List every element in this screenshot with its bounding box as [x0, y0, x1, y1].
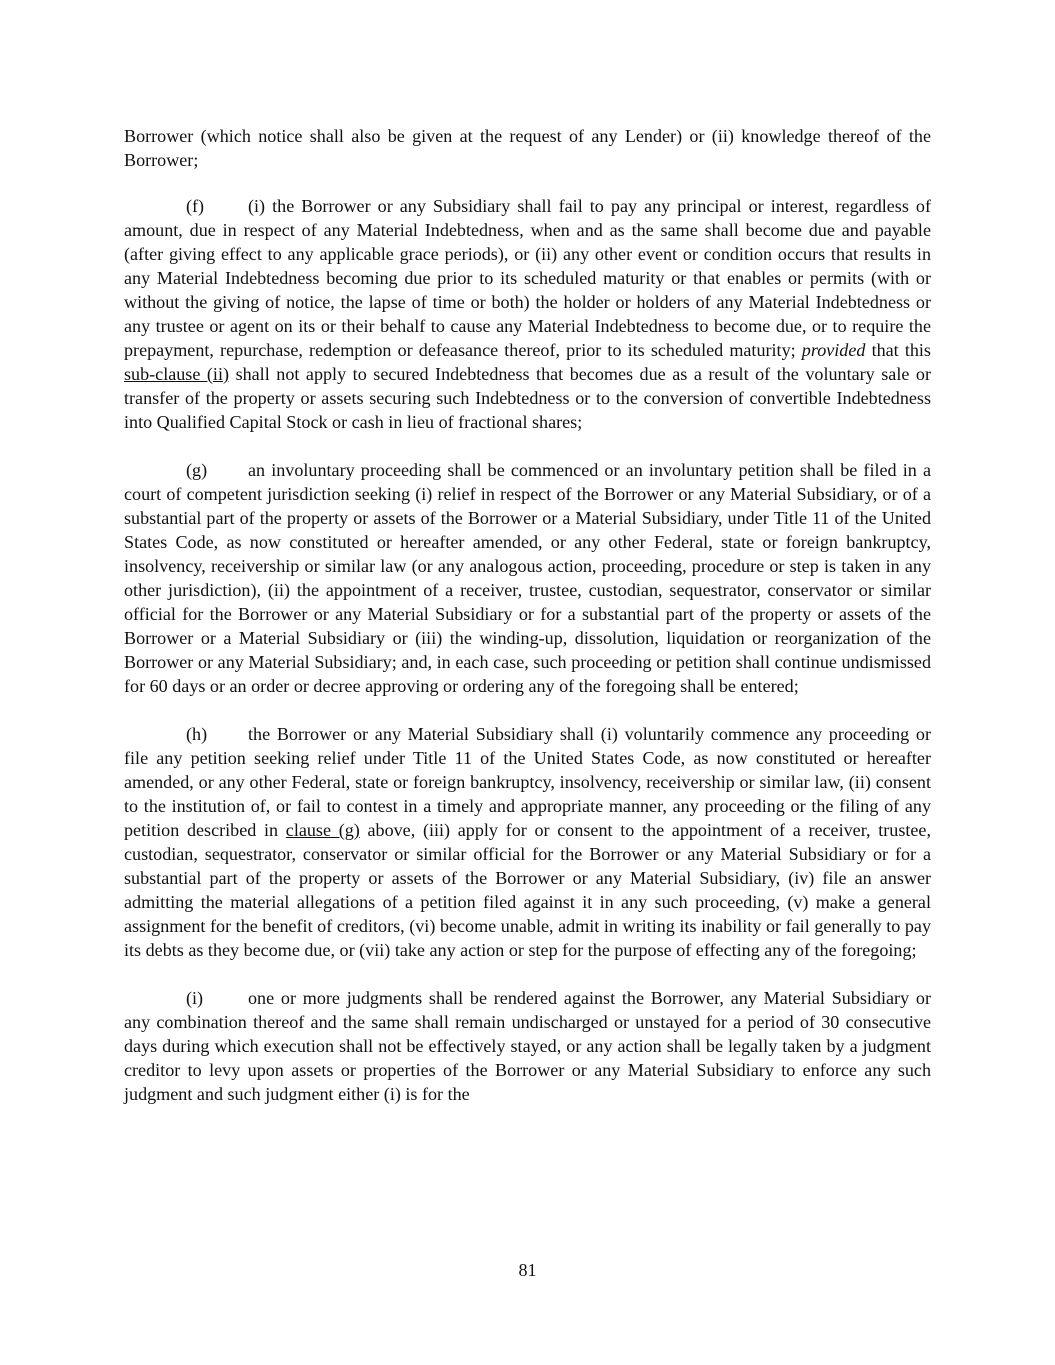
sub-clause-reference: sub-clause (ii) — [124, 364, 230, 384]
paragraph-h-text-after: above, (iii) apply for or consent to the appointment of a receiver, trustee, custodian, sequestrator, conservator or similar official for the Borrower or any Material Subsidiary or for a substantial part of the property or assets of the Borrower or any Material Subsidiary, (iv) file an answer admitting the material allegations of a petition filed against it in any such proceeding, (v) make a general assignment for the benefit of creditors, (vi) become unable, admit in writing its inability or fail generally to pay its debts as they become due, or (vii) take any action or step for the purpose of effecting any of the foregoing; — [124, 820, 931, 960]
paragraph-h-text-before: the Borrower or any Material Subsidiary shall (i) voluntarily commence any proceeding or file any petition seeking relief under Title 11 of the United States Code, as now constituted or hereafter amended, or any other Federal, state or foreign bankruptcy, insolvency, receivership or similar law, (ii) consent to the institution of, or fail to contest in a timely and appropriate manner, any proceeding or the filing of any petition described in — [124, 724, 931, 840]
paragraph-g-text: an involuntary proceeding shall be commenced or an involuntary petition shall be filed in a court of competent jurisdiction seeking (i) relief in respect of the Borrower or any Material Subsidiary, or of a substantial part of the property or assets of the Borrower or a Material Subsidiary, under Title 11 of the United States Code, as now constituted or hereafter amended, or any other Federal, state or foreign bankruptcy, insolvency, receivership or similar law (or any analogous action, proceeding, procedure or step is taken in any other jurisdiction), (ii) the appointment of a receiver, trustee, custodian, sequestrator, conservator or similar official for the Borrower or any Material Subsidiary or for a substantial part of the property or assets of the Borrower or a Material Subsidiary or (iii) the winding-up, dissolution, liquidation or reorganization of the Borrower or any Material Subsidiary; and, in each case, such proceeding or petition shall continue undismissed for 60 days or an order or decree approving or ordering any of the foregoing shall be entered; — [124, 460, 931, 696]
clause-label-g: (g) — [186, 460, 208, 480]
paragraph-f-text-before: (i) the Borrower or any Subsidiary shall fail to pay any principal or interest, regardless of amount, due in respect of any Material Indebtedness, when and as the same shall become due and payable (after giving effect to any applicable grace periods), or (ii) any other event or condition occurs that results in any Material Indebtedness becoming due prior to its scheduled maturity or that enables or permits (with or without the giving of notice, the lapse of time or both) the holder or holders of any Material Indebtedness or any trustee or agent on its or their behalf to cause any Material Indebtedness to become due, or to require the prepayment, repurchase, redemption or defeasance thereof, prior to its scheduled maturity; — [124, 196, 931, 360]
paragraph-i — [124, 986, 931, 1106]
paragraph-f — [124, 194, 931, 434]
clause-g-reference: clause (g) — [285, 820, 360, 840]
clause-label-f: (f) — [186, 196, 205, 216]
paragraph-f-text-after: shall not apply to secured Indebtedness that becomes due as a result of the voluntary sale or transfer of the property or assets securing such Indebtedness or to the conversion of convertible Indebtedness into Qualified Capital Stock or cash in lieu of fractional shares; — [124, 364, 931, 432]
provided-italic: provided — [801, 340, 866, 360]
page-number: 81 — [518, 1260, 537, 1280]
document-body — [124, 124, 931, 1130]
clause-label-h: (h) — [186, 724, 208, 744]
paragraph-continuation-text: Borrower (which notice shall also be given at the request of any Lender) or (ii) knowledge thereof of the Borrower; — [124, 126, 931, 170]
clause-label-i: (i) — [186, 988, 204, 1008]
paragraph-h — [124, 722, 931, 962]
paragraph-continuation — [124, 124, 931, 172]
paragraph-g — [124, 458, 931, 698]
paragraph-f-text-mid: that this — [871, 340, 931, 360]
paragraph-i-text: one or more judgments shall be rendered against the Borrower, any Material Subsidiary or any combination thereof and the same shall remain undischarged or unstayed for a period of 30 consecutive days during which execution shall not be effectively stayed, or any action shall be legally taken by a judgment creditor to levy upon assets or properties of the Borrower or any Material Subsidiary to enforce any such judgment and such judgment either (i) is for the — [124, 988, 931, 1104]
